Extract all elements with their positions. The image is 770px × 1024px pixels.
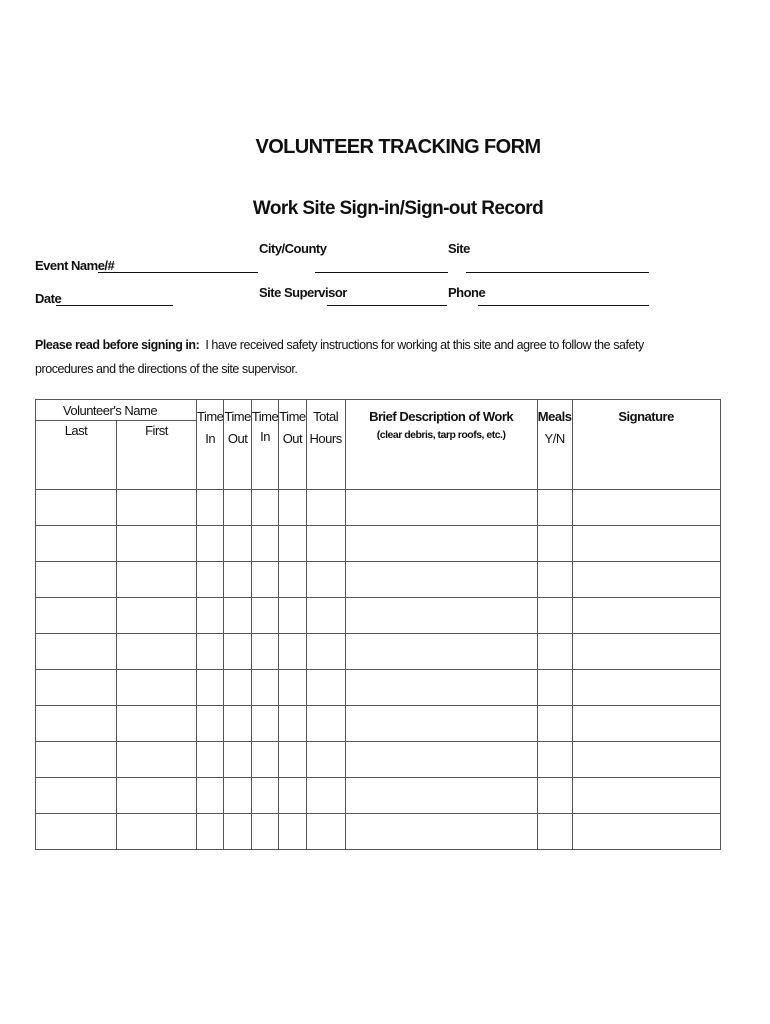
meals-header: Meals Y/N: [537, 400, 572, 490]
signature-cell[interactable]: [572, 634, 720, 670]
site-line[interactable]: [466, 272, 649, 273]
time-out-cell[interactable]: [279, 598, 306, 634]
signature-cell[interactable]: [572, 778, 720, 814]
safety-notice: [35, 333, 695, 381]
time-out-cell[interactable]: [224, 634, 251, 670]
time-out-cell[interactable]: [224, 490, 251, 526]
first-name-cell[interactable]: [117, 598, 197, 634]
first-name-cell[interactable]: [117, 778, 197, 814]
time-out-cell[interactable]: [224, 526, 251, 562]
meals-cell[interactable]: [537, 490, 572, 526]
time-in-cell[interactable]: [251, 526, 278, 562]
time-in-cell[interactable]: [197, 562, 224, 598]
last-name-cell[interactable]: [36, 598, 117, 634]
first-name-cell[interactable]: [117, 490, 197, 526]
description-cell[interactable]: [345, 814, 537, 850]
sign-in-table: [35, 399, 721, 850]
total-hours-cell[interactable]: [306, 634, 345, 670]
notice-lead: Please read before signing in:: [35, 338, 200, 352]
date-label: Date: [35, 291, 62, 306]
time-out-cell[interactable]: [224, 670, 251, 706]
time-in-cell[interactable]: [197, 742, 224, 778]
time-out-cell[interactable]: [279, 526, 306, 562]
event-name-label: Event Name/#: [35, 258, 115, 273]
table-row: [36, 706, 721, 742]
first-name-cell[interactable]: [117, 634, 197, 670]
first-name-cell[interactable]: [117, 706, 197, 742]
total-hours-header: Total Hours: [306, 400, 345, 490]
meals-cell[interactable]: [537, 634, 572, 670]
meals-cell[interactable]: [537, 526, 572, 562]
city-county-label: City/County: [259, 241, 327, 256]
signature-cell[interactable]: [572, 706, 720, 742]
time-in-cell[interactable]: [251, 598, 278, 634]
signature-cell[interactable]: [572, 742, 720, 778]
time-in-1-header: Time In: [197, 400, 224, 490]
time-out-cell[interactable]: [279, 670, 306, 706]
time-in-cell[interactable]: [197, 778, 224, 814]
total-hours-cell[interactable]: [306, 742, 345, 778]
time-in-cell[interactable]: [197, 490, 224, 526]
phone-label: Phone: [448, 285, 486, 300]
first-name-cell[interactable]: [117, 526, 197, 562]
table-row: [36, 814, 721, 850]
total-hours-cell[interactable]: [306, 670, 345, 706]
table-row: [36, 562, 721, 598]
signature-cell[interactable]: [572, 526, 720, 562]
time-in-2-header: Time In: [251, 400, 278, 490]
time-out-cell[interactable]: [224, 778, 251, 814]
meals-cell[interactable]: [537, 670, 572, 706]
meals-cell[interactable]: [537, 742, 572, 778]
event-name-line[interactable]: [98, 272, 258, 273]
city-county-line[interactable]: [315, 272, 448, 273]
time-in-cell[interactable]: [197, 526, 224, 562]
site-supervisor-label: Site Supervisor: [259, 285, 347, 300]
description-cell[interactable]: [345, 706, 537, 742]
table-row: [36, 490, 721, 526]
first-name-cell[interactable]: [117, 742, 197, 778]
time-out-cell[interactable]: [224, 814, 251, 850]
table-row: [36, 634, 721, 670]
site-supervisor-line[interactable]: [327, 305, 447, 306]
total-hours-cell[interactable]: [306, 526, 345, 562]
volunteer-name-header: Volunteer's Name: [36, 400, 197, 421]
last-name-cell[interactable]: [36, 562, 117, 598]
table-row: [36, 526, 721, 562]
time-in-cell[interactable]: [251, 778, 278, 814]
time-out-1-header: Time Out: [224, 400, 251, 490]
time-out-cell[interactable]: [224, 706, 251, 742]
time-out-cell[interactable]: [279, 706, 306, 742]
first-name-cell[interactable]: [117, 814, 197, 850]
description-cell[interactable]: [345, 490, 537, 526]
time-in-cell[interactable]: [251, 670, 278, 706]
table-row: [36, 778, 721, 814]
time-in-cell[interactable]: [197, 634, 224, 670]
last-name-header: Last: [36, 421, 117, 490]
description-hint: (clear debris, tarp roofs, etc.): [376, 429, 506, 441]
notice-text: I have received safety instructions for working at this site and agree to follow the safety procedures and the directions of the site supervisor.: [35, 338, 644, 376]
time-in-cell[interactable]: [197, 598, 224, 634]
description-cell[interactable]: [345, 670, 537, 706]
last-name-cell[interactable]: [36, 526, 117, 562]
description-cell[interactable]: [345, 598, 537, 634]
first-name-header: First: [117, 421, 197, 490]
phone-line[interactable]: [478, 305, 649, 306]
total-hours-cell[interactable]: [306, 814, 345, 850]
site-label: Site: [448, 241, 470, 256]
time-out-cell[interactable]: [279, 742, 306, 778]
signature-header: Signature: [572, 400, 720, 490]
meals-cell[interactable]: [537, 706, 572, 742]
description-cell[interactable]: [345, 562, 537, 598]
signature-cell[interactable]: [572, 562, 720, 598]
last-name-cell[interactable]: [36, 742, 117, 778]
first-name-cell[interactable]: [117, 562, 197, 598]
meals-cell[interactable]: [537, 562, 572, 598]
table-row: [36, 670, 721, 706]
time-out-cell[interactable]: [279, 562, 306, 598]
time-out-cell[interactable]: [279, 814, 306, 850]
time-out-cell[interactable]: [224, 562, 251, 598]
meals-cell[interactable]: [537, 814, 572, 850]
total-hours-cell[interactable]: [306, 598, 345, 634]
last-name-cell[interactable]: [36, 814, 117, 850]
table-row: [36, 742, 721, 778]
time-in-cell[interactable]: [251, 742, 278, 778]
time-in-cell[interactable]: [251, 490, 278, 526]
description-cell[interactable]: [345, 634, 537, 670]
time-in-cell[interactable]: [251, 814, 278, 850]
time-in-cell[interactable]: [197, 670, 224, 706]
last-name-cell[interactable]: [36, 706, 117, 742]
time-in-cell[interactable]: [251, 562, 278, 598]
meals-cell[interactable]: [537, 778, 572, 814]
last-name-cell[interactable]: [36, 670, 117, 706]
form-subtitle: Work Site Sign-in/Sign-out Record: [252, 198, 544, 219]
first-name-cell[interactable]: [117, 670, 197, 706]
time-in-cell[interactable]: [251, 706, 278, 742]
form-title: VOLUNTEER TRACKING FORM: [255, 136, 541, 158]
time-out-cell[interactable]: [224, 742, 251, 778]
time-in-cell[interactable]: [197, 814, 224, 850]
time-in-cell[interactable]: [251, 634, 278, 670]
last-name-cell[interactable]: [36, 778, 117, 814]
total-hours-cell[interactable]: [306, 562, 345, 598]
time-in-cell[interactable]: [197, 706, 224, 742]
last-name-cell[interactable]: [36, 634, 117, 670]
description-cell[interactable]: [345, 742, 537, 778]
total-hours-cell[interactable]: [306, 706, 345, 742]
time-out-cell[interactable]: [279, 634, 306, 670]
last-name-cell[interactable]: [36, 490, 117, 526]
signature-cell[interactable]: [572, 670, 720, 706]
time-out-cell[interactable]: [279, 490, 306, 526]
description-cell[interactable]: [345, 778, 537, 814]
date-line[interactable]: [56, 305, 173, 306]
signature-cell[interactable]: [572, 814, 720, 850]
total-hours-cell[interactable]: [306, 490, 345, 526]
description-cell[interactable]: [345, 526, 537, 562]
total-hours-cell[interactable]: [306, 778, 345, 814]
description-header: Brief Description of Work (clear debris, tarp roofs, etc.): [345, 400, 537, 490]
time-out-cell[interactable]: [279, 778, 306, 814]
time-out-cell[interactable]: [224, 598, 251, 634]
signature-cell[interactable]: [572, 490, 720, 526]
table-row: [36, 598, 721, 634]
meals-cell[interactable]: [537, 598, 572, 634]
time-out-2-header: Time Out: [279, 400, 306, 490]
signature-cell[interactable]: [572, 598, 720, 634]
